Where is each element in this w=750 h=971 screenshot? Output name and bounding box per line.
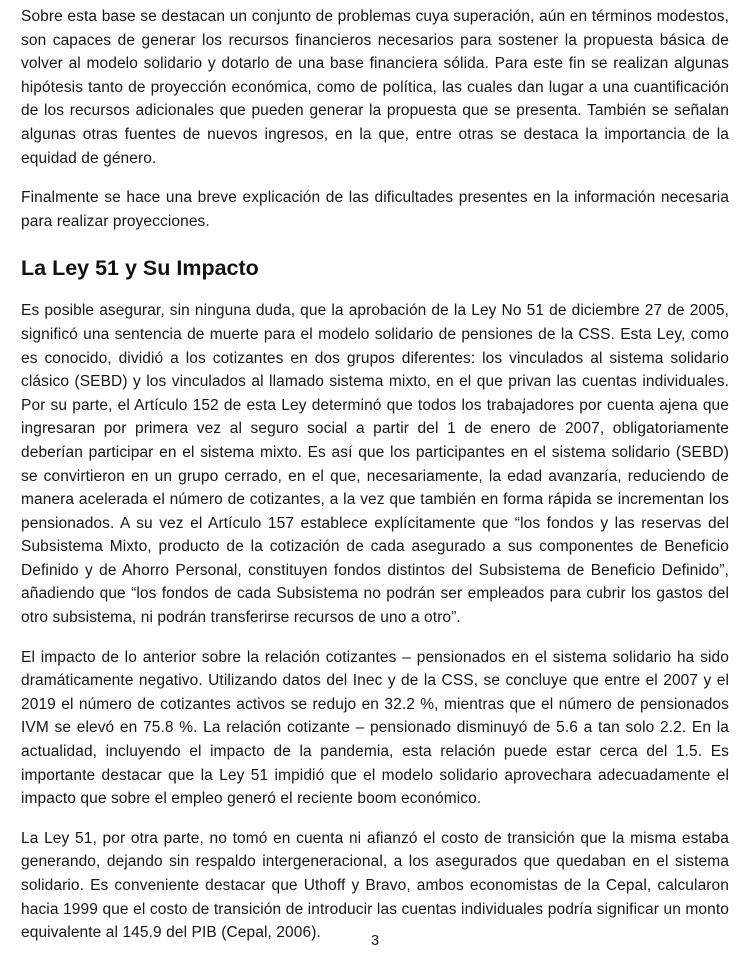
section-paragraph-2: El impacto de lo anterior sobre la relación cotizantes – pensionados en el sistema solidario ha sido dramáticamente negativo. Utilizando datos del Inec y de la CSS, se concluye que entre el 2007 y el 2019 el número de cotizantes activos se redujo en 32.2 %, mientras que el número de pensionados IVM se elevó en 75.8 %. La relación cotizante – pensionado disminuyó de 5.6 a tan solo 2.2. En la actualidad, incluyendo el impacto de la pandemia, esta relación puede estar cerca del 1.5. Es importante destacar que la Ley 51 impidió que el modelo solidario aprovechara adecuadamente el impacto que sobre el empleo generó el reciente boom económico. (21, 648, 729, 808)
intro-paragraph-2: Finalmente se hace una breve explicación de las dificultades presentes en la información necesaria para realizar proyecciones. (21, 189, 729, 230)
section-heading: La Ley 51 y Su Impacto (21, 256, 259, 281)
page-number: 3 (370, 933, 380, 949)
section-paragraph-3: La Ley 51, por otra parte, no tomó en cuenta ni afianzó el costo de transición que la misma estaba generando, dejando sin respaldo intergeneracional, a los asegurados que quedaban en el sistema solidario. Es conveniente destacar que Uthoff y Bravo, ambos economistas de la Cepal, calcularon hacia 1999 que el costo de transición de introducir las cuentas individuales podría significar un monto equivalente al 145.9 del PIB (Cepal, 2006). (21, 829, 729, 942)
section-paragraph-1: Es posible asegurar, sin ninguna duda, que la aprobación de la Ley No 51 de diciembre 27 de 2005, significó una sentencia de muerte para el modelo solidario de pensiones de la CSS. Esta Ley, como es conocido, dividió a los cotizantes en dos grupos diferentes: los vinculados al sistema solidario clásico (SEBD) y los vinculados al llamado sistema mixto, en el que privan las cuentas individuales. Por su parte, el Artículo 152 de esta Ley determinó que todos los trabajadores por cuenta ajena que ingresaran por primera vez al seguro social a partir del 1 de enero de 2007, obligatoriamente deberían participar en el sistema mixto. Es así que los participantes en el sistema solidario (SEBD) se convirtieron en un grupo cerrado, en el que, necesariamente, la edad avanzaría, reduciendo de manera acelerada el número de cotizantes, a la vez que también en forma rápida se incrementan los pensionados. A su vez el Artículo 157 establece explícitamente que “los fondos y las reservas del Subsistema Mixto, producto de la cotización de cada asegurado a sus componentes de Beneficio Definido y de Ahorro Personal, constituyen fondos distintos del Subsistema de Beneficio Definido”, añadiendo que “los fondos de cada Subsistema no podrán ser empleados para cubrir los gastos del otro subsistema, ni podrán transferirse recursos de uno a otro”. (21, 302, 729, 627)
intro-paragraph-1: Sobre esta base se destacan un conjunto de problemas cuya superación, aún en términos modestos, son capaces de generar los recursos financieros necesarios para sostener la propuesta básica de volver al modelo solidario y dotarlo de una base financiera sólida. Para este fin se realizan algunas hipótesis tanto de proyección económica, como de política, las cuales dan lugar a una cuantificación de los recursos adicionales que pueden generar la propuesta que se presenta. También se señalan algunas otras fuentes de nuevos ingresos, en la que, entre otras se destaca la importancia de la equidad de género. (21, 8, 729, 167)
